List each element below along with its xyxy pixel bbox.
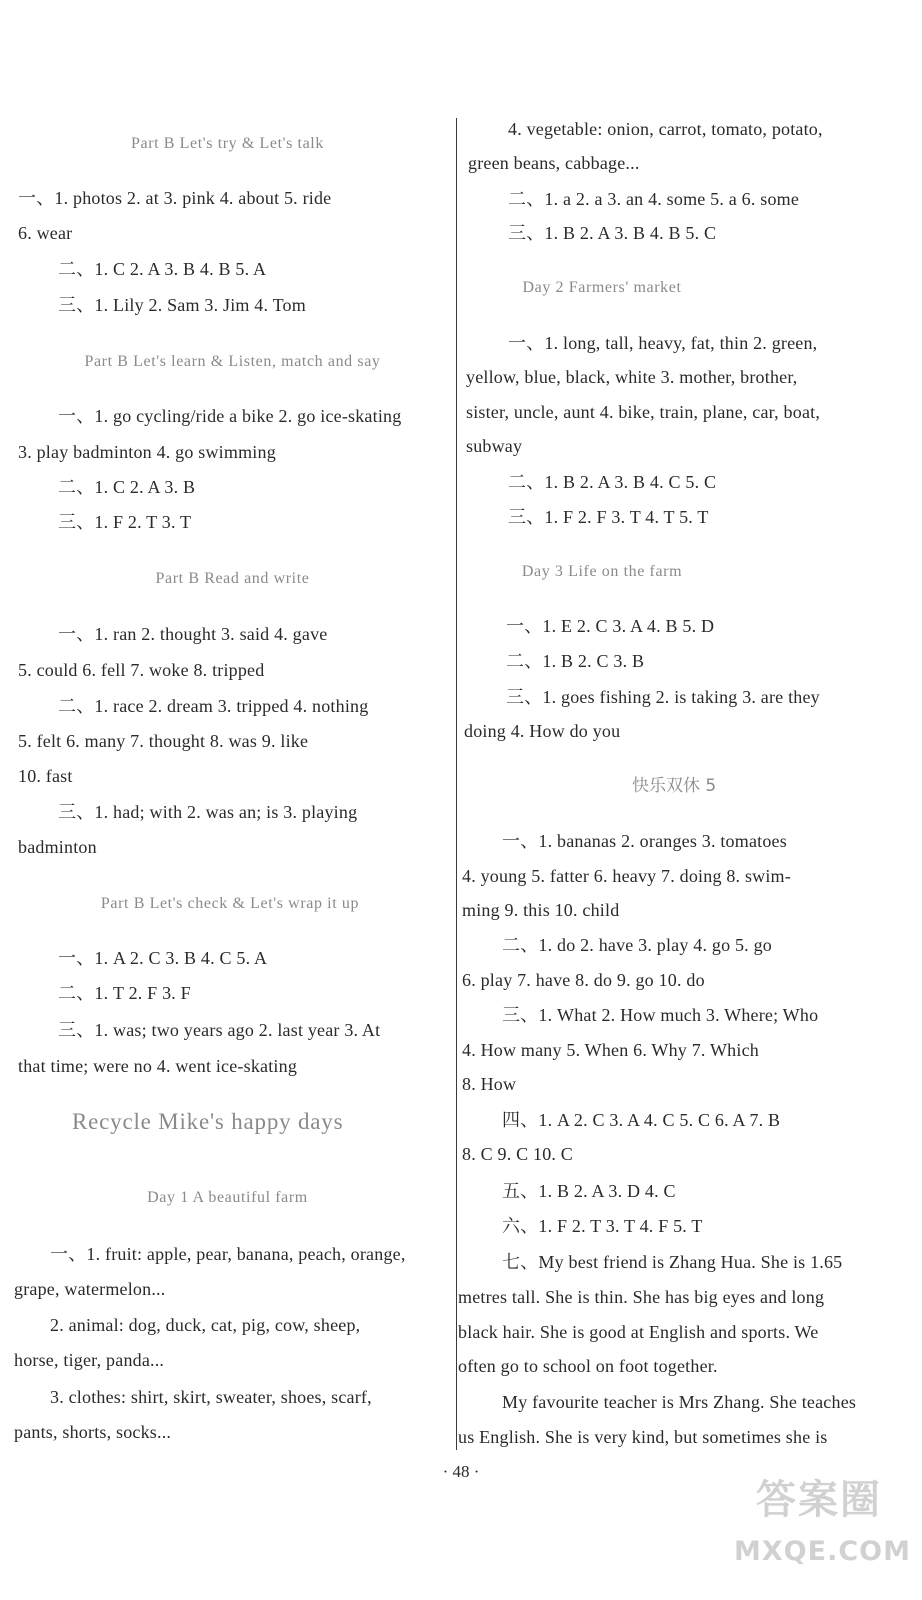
answer-line: 8. How: [462, 1074, 517, 1094]
answer-line: 三、1. F 2. F 3. T 4. T 5. T: [508, 507, 709, 527]
watermark-logo: [734, 1468, 911, 1586]
answer-line: 三、1. F 2. T 3. T: [58, 512, 192, 532]
answer-line: us English. She is very kind, but sometimes she is: [458, 1427, 828, 1447]
answer-line: yellow, blue, black, white 3. mother, brother,: [466, 367, 798, 387]
answer-line: 5. could 6. fell 7. woke 8. tripped: [18, 660, 265, 680]
answer-line: 一、1. ran 2. thought 3. said 4. gave: [58, 624, 328, 644]
answer-line: badminton: [18, 837, 97, 857]
answer-line: sister, uncle, aunt 4. bike, train, plane, car, boat,: [466, 402, 821, 422]
answer-line: 二、1. T 2. F 3. F: [58, 983, 191, 1003]
answer-line: often go to school on foot together.: [458, 1356, 718, 1376]
answer-line: 一、1. E 2. C 3. A 4. B 5. D: [506, 616, 715, 636]
section-heading: Part B Let's learn & Listen, match and say: [84, 353, 381, 370]
answer-line: 5. felt 6. many 7. thought 8. was 9. like: [18, 731, 309, 751]
answer-line: 二、1. B 2. C 3. B: [506, 651, 645, 671]
unit-title: Recycle Mike's happy days: [72, 1109, 344, 1134]
answer-line: 二、1. B 2. A 3. B 4. C 5. C: [508, 472, 717, 492]
answer-line: 6. play 7. have 8. do 9. go 10. do: [462, 970, 705, 990]
answer-line: ming 9. this 10. child: [462, 900, 620, 920]
answer-line: 一、1. photos 2. at 3. pink 4. about 5. ride: [18, 188, 332, 208]
answer-line: 三、1. was; two years ago 2. last year 3. At: [58, 1020, 381, 1040]
answer-line: 6. wear: [18, 223, 73, 243]
answer-line: 三、1. What 2. How much 3. Where; Who: [502, 1005, 819, 1025]
section-heading: Part B Let's try & Let's talk: [131, 135, 324, 152]
section-heading: Day 3 Life on the farm: [521, 563, 683, 580]
answer-line: 一、1. fruit: apple, pear, banana, peach, orange,: [50, 1244, 406, 1264]
answer-line: 一、1. long, tall, heavy, fat, thin 2. green,: [508, 333, 818, 353]
answer-line: black hair. She is good at English and sports. We: [458, 1322, 819, 1342]
answer-line: 三、1. had; with 2. was an; is 3. playing: [58, 802, 358, 822]
answer-line: 二、1. a 2. a 3. an 4. some 5. a 6. some: [508, 189, 800, 209]
answer-line: 三、1. Lily 2. Sam 3. Jim 4. Tom: [58, 295, 306, 315]
answer-line: metres tall. She is thin. She has big eyes and long: [458, 1287, 825, 1307]
answer-line: 二、1. C 2. A 3. B: [58, 477, 196, 497]
answer-line: 二、1. do 2. have 3. play 4. go 5. go: [502, 935, 772, 955]
answer-line: that time; were no 4. went ice-skating: [18, 1056, 298, 1076]
answer-line: 10. fast: [18, 766, 73, 786]
section-heading: Day 2 Farmers' market: [522, 279, 682, 296]
answer-line: 三、1. goes fishing 2. is taking 3. are they: [506, 687, 820, 707]
answer-line: 一、1. bananas 2. oranges 3. tomatoes: [502, 831, 787, 851]
section-heading: Day 1 A beautiful farm: [147, 1189, 308, 1206]
page-number: · 48 ·: [442, 1462, 480, 1481]
answer-line: 8. C 9. C 10. C: [462, 1144, 574, 1164]
answer-line: subway: [466, 436, 523, 456]
answer-line: 二、1. C 2. A 3. B 4. B 5. A: [58, 259, 267, 279]
answer-line: 一、1. go cycling/ride a bike 2. go ice-skating: [58, 406, 402, 426]
answer-line: 4. young 5. fatter 6. heavy 7. doing 8. swim-: [462, 866, 791, 886]
answer-line: 三、1. B 2. A 3. B 4. B 5. C: [508, 223, 717, 243]
answer-line: 2. animal: dog, duck, cat, pig, cow, sheep,: [50, 1315, 361, 1335]
answer-line: doing 4. How do you: [464, 721, 621, 741]
watermark-top: 答案圈: [756, 1477, 882, 1523]
answer-line: 一、1. A 2. C 3. B 4. C 5. A: [58, 948, 268, 968]
answer-line: 二、1. race 2. dream 3. tripped 4. nothing: [58, 696, 369, 716]
answer-line: 五、1. B 2. A 3. D 4. C: [502, 1181, 676, 1201]
answer-line: 3. clothes: shirt, skirt, sweater, shoes, scarf,: [50, 1387, 372, 1407]
answer-line: horse, tiger, panda...: [14, 1350, 165, 1370]
answer-line: pants, shorts, socks...: [14, 1422, 172, 1442]
answer-line: 六、1. F 2. T 3. T 4. F 5. T: [502, 1216, 703, 1236]
section-heading: 快乐双休 5: [632, 776, 717, 796]
answer-line: green beans, cabbage...: [468, 153, 640, 173]
answer-line: My favourite teacher is Mrs Zhang. She teaches: [502, 1392, 857, 1412]
section-heading: Part B Read and write: [155, 570, 310, 587]
section-heading: Part B Let's check & Let's wrap it up: [100, 895, 360, 912]
answer-line: grape, watermelon...: [14, 1279, 166, 1299]
answer-line: 3. play badminton 4. go swimming: [18, 442, 276, 462]
answer-line: 四、1. A 2. C 3. A 4. C 5. C 6. A 7. B: [502, 1110, 781, 1130]
column-divider: [456, 118, 457, 1450]
answer-line: 4. vegetable: onion, carrot, tomato, potato,: [508, 119, 823, 139]
watermark-bottom: MXQE.COM: [734, 1536, 911, 1567]
answer-line: 七、My best friend is Zhang Hua. She is 1.65: [502, 1252, 843, 1272]
answer-line: 4. How many 5. When 6. Why 7. Which: [462, 1040, 759, 1060]
